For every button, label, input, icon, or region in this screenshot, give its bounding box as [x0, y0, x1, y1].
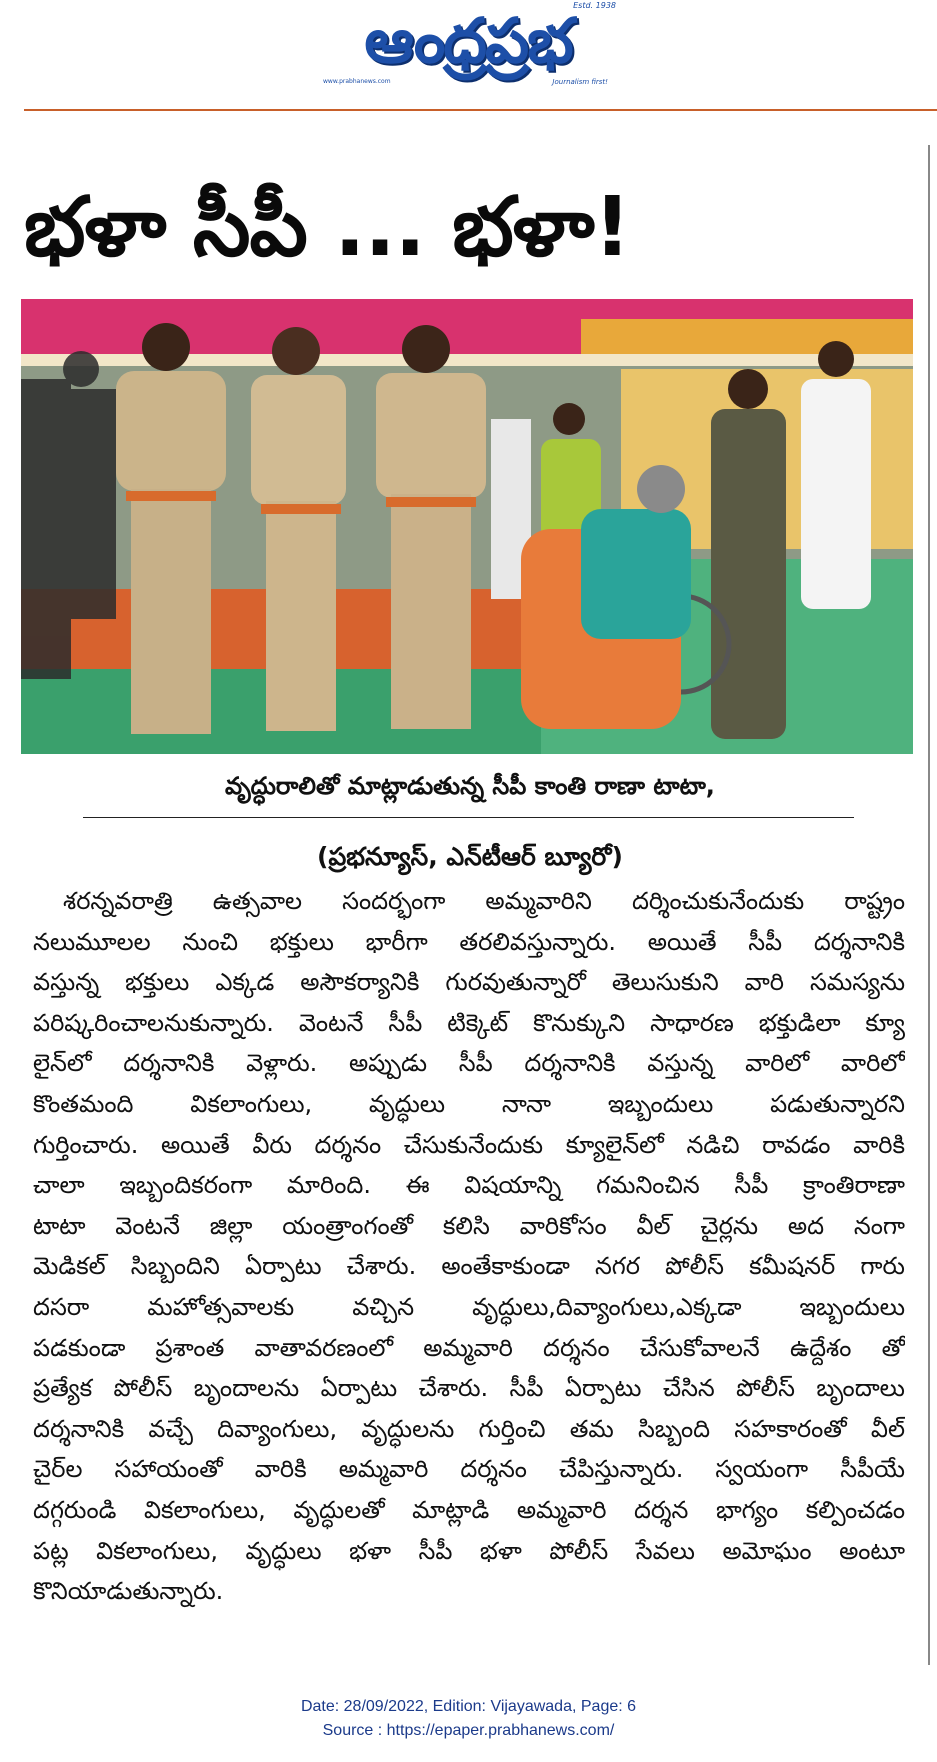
article-body — [33, 881, 905, 1612]
body-line: గుర్తించారు. అయితే వీరు దర్శనం చేసుకునేందుకు క్యూలైన్‌లో నడిచి రావడం వారికి — [33, 1130, 905, 1159]
article-photo — [21, 299, 913, 754]
body-line: వస్తున్న భక్తులు ఎక్కడ అసౌకర్యానికి గురవుతున్నారో తెలుసుకుని వారి సమస్యను — [33, 968, 905, 997]
website-tagline: www.prabhanews.com — [323, 78, 391, 85]
photo-caption: వృద్ధురాలితో మాట్లాడుతున్న సీపీ కాంతి రాణా టాటా, — [225, 772, 715, 800]
body-line: శరన్నవరాత్రి ఉత్సవాల సందర్భంగా అమ్మవారిని దర్శించుకునేందుకు రాష్ట్రం — [63, 887, 905, 915]
article-byline: (ప్రభన్యూస్, ఎన్‌టీఆర్ బ్యూరో) — [317, 842, 623, 871]
edition-info: Date: 28/09/2022, Edition: Vijayawada, Page: 6 — [300, 1698, 637, 1715]
source-link[interactable]: Source : https://epaper.prabhanews.com/ — [322, 1722, 615, 1739]
body-line: పరిష్కరించాలనుకున్నారు. వెంటనే సీపీ టిక్కెట్ కొనుక్కుని సాధారణ భక్తుడిలా క్యూ — [33, 1008, 905, 1037]
masthead — [0, 0, 937, 110]
body-line: పట్ల వికలాంగులు, వృద్ధులు భళా సీపీ భళా పోలీస్ సేవలు అమోఘం అంటూ — [33, 1536, 905, 1565]
body-line: నలుమూలల నుంచి భక్తులు భారీగా తరలివస్తున్నారు. అయితే సీపీ దర్శనానికి — [33, 927, 905, 956]
slogan-tagline: Journalism first! — [552, 78, 608, 86]
article-headline: భళా సీపీ ... భళా! — [24, 180, 631, 275]
body-line: దసరా మహోత్సవాలకు వచ్చిన వృద్ధులు,దివ్యాంగులు,ఎక్కడా ఇబ్బందులు — [33, 1292, 905, 1321]
body-line: చాలా ఇబ్బందికరంగా మారింది. ఈ విషయాన్ని గమనించిన సీపీ క్రాంతిరాణా — [33, 1171, 905, 1200]
body-line: టాటా వెంటనే జిల్లా యంత్రాంగంతో కలిసి వారికోసం వీల్ చైర్లను అద నంగా — [33, 1211, 905, 1240]
body-line: దర్శనానికి వచ్చే దివ్యాంగులు, వృద్ధులను గుర్తించి తమ సిబ్బంది సహకారంతో వీల్ — [33, 1414, 905, 1443]
body-line: ప్రత్యేక పోలీస్ బృందాలను ఏర్పాటు చేశారు. సీపీ ఏర్పాటు చేసిన పోలీస్ బృందాలు — [33, 1374, 905, 1403]
newspaper-logo[interactable] — [318, 1, 618, 92]
estd-label: Estd. 1938 — [573, 1, 616, 10]
body-line: కొంతమంది వికలాంగులు, వృద్ధులు నానా ఇబ్బందులు పడుతున్నారని — [33, 1089, 905, 1118]
body-line: మెడికల్ సిబ్బందిని ఏర్పాటు చేశారు. అంతేకాకుండా నగర పోలీస్ కమీషనర్ గారు — [33, 1252, 905, 1281]
page-footer — [0, 1695, 937, 1743]
body-line: లైన్‌లో దర్శనానికి వెళ్లారు. అప్పుడు సీపీ దర్శనానికి వస్తున్న వారిలో వారిలో — [33, 1049, 905, 1078]
body-line: చైర్‌ల సహాయంతో వారికి అమ్మవారి దర్శనం చేపిస్తున్నారు. స్వయంగా సీపీయే — [33, 1455, 905, 1484]
column-divider — [928, 145, 930, 1665]
masthead-divider — [24, 109, 937, 111]
body-line: దగ్గరుండి వికలాంగులు, వృద్ధులతో మాట్లాడి అమ్మవారి దర్శన భాగ్యం కల్పించడం — [33, 1495, 905, 1524]
body-line: కొనియాడుతున్నారు. — [33, 1577, 224, 1606]
body-line: పడకుండా ప్రశాంత వాతావరణంలో అమ్మవారి దర్శనం చేసుకోవాలనే ఉద్దేశం తో — [33, 1333, 905, 1362]
caption-underline — [83, 817, 854, 818]
logo-wordmark: ఆంధ్రప్రభ — [364, 4, 572, 77]
